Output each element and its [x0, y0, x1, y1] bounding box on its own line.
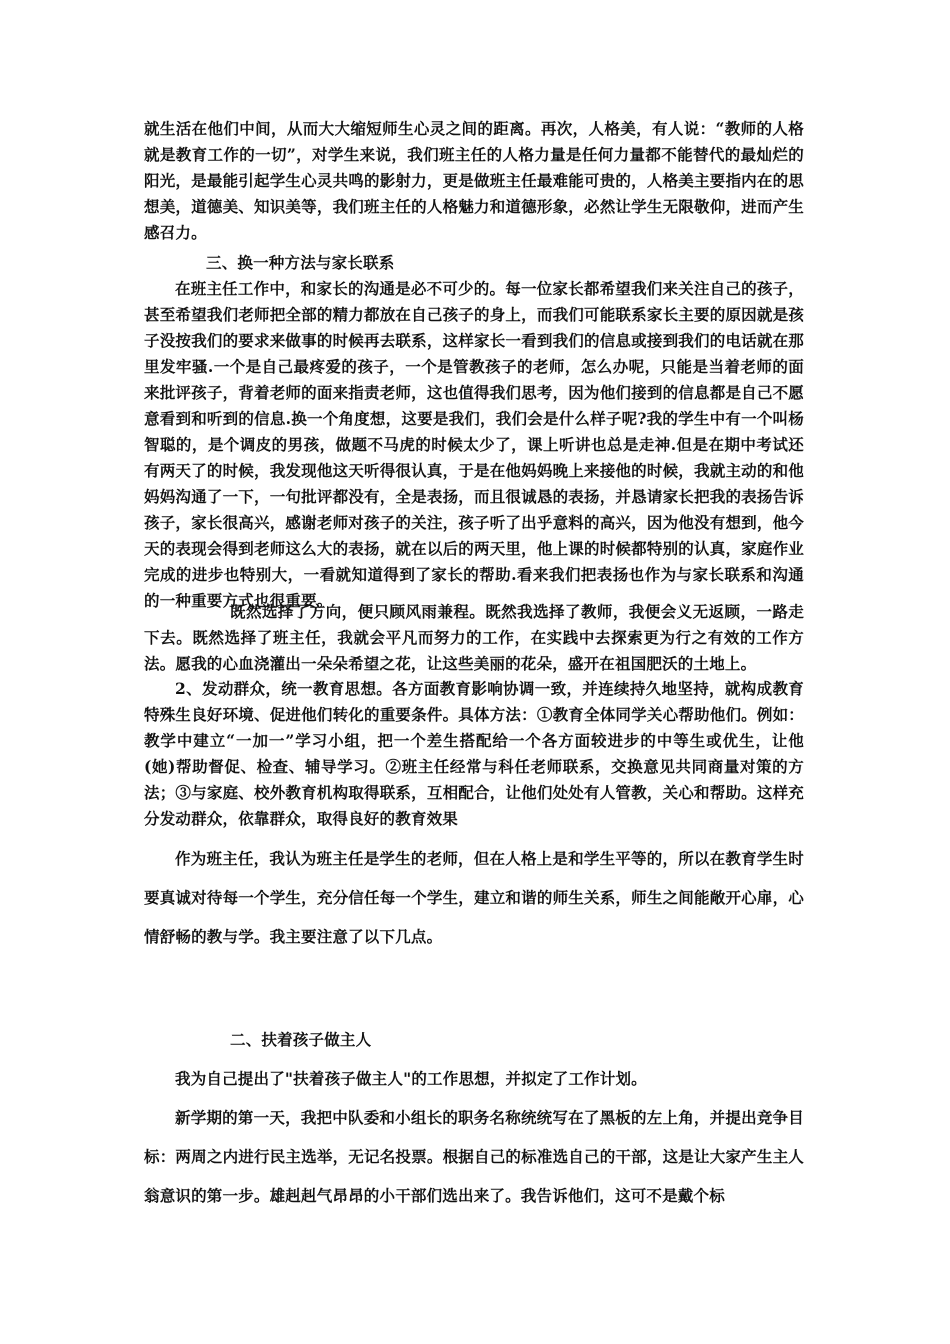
- paragraph-mobilize: 2、发动群众，统一教育思想。各方面教育影响协调一致，并连续持久地坚持，就构成教育特殊生良好环境、促进他们转化的重要条件。具体方法：①教育全体同学关心帮助他们。例如：教学中建立“一加一”学习小组，把一个差生搭配给一个各方面较进步的中等生或优生，让他(她)帮助督促、检查、辅导学习。②班主任经常与科任老师联系，交换意见共同商量对策的方法；③与家庭、校外教育机构取得联系，互相配合，让他们处处有人管教，关心和帮助。这样充分发动群众，依靠群众，取得良好的教育效果: [144, 679, 804, 828]
- paragraph-parent-communication: 在班主任工作中，和家长的沟通是必不可少的。每一位家长都希望我们来关注自己的孩子，甚至希望我们老师把全部的精力都放在自己孩子的身上，而我们可能联系家长主要的原因就是孩子没按我们的要求来做事的时候再去联系，这样家长一看到我们的信息或接到我们的电话就在那里发牢骚.一个是自己最疼爱的孩子，一个是管教孩子的老师，怎么办呢，只能是当着老师的面来批评孩子，背着老师的面来指责老师，这也值得我们思考，因为他们接到的信息都是自己不愿意看到和听到的信息.换一个角度想，这要是我们，我们会是什么样子呢?我的学生中有一个叫杨智聪的，是个调皮的男孩，做题不马虎的时候太少了，课上听讲也总是走神.但是在期中考试还有两天了的时候，我发现他这天听得很认真，于是在他妈妈晚上来接他的时候，我就主动的和他妈妈沟通了一下，一句批评都没有，全是表扬，而且很诚恳的表扬，并恳请家长把我的表扬告诉孩子，家长很高兴，感谢老师对孩子的关注，孩子听了出乎意料的高兴，因为他没有想到，他今天的表现会得到老师这么大的表扬，就在以后的两天里，他上课的时候都特别的认真，家庭作业完成的进步也特别大，一看就知道得到了家长的帮助.看来我们把表扬也作为与家长联系和沟通的一种重要方式也很重要。: [144, 279, 804, 610]
- section-heading-master: 二、扶着孩子做主人: [230, 1030, 372, 1049]
- paragraph-election: 新学期的第一天，我把中队委和小组长的职务名称统统写在了黑板的左上角，并提出竞争目标：两周之内进行民主选举，无记名投票。根据自己的标准选自己的干部，这是让大家产生主人翁意识的第一步。雄赳赳气昂昂的小干部们选出来了。我告诉他们，这可不是戴个标: [144, 1108, 804, 1205]
- paragraph-class-teacher: 作为班主任，我认为班主任是学生的老师，但在人格上是和学生平等的，所以在教育学生时要真诚对待每一个学生，充分信任每一个学生，建立和谐的师生关系，师生之间能敞开心扉，心情舒畅的教与学。我主要注意了以下几点。: [144, 849, 804, 946]
- paragraph-work-plan: 我为自己提出了"扶着孩子做主人"的工作思想，并拟定了工作计划。: [175, 1069, 647, 1088]
- paragraph-personality: 就生活在他们中间，从而大大缩短师生心灵之间的距离。再次，人格美，有人说：“教师的人格就是教育工作的一切”，对学生来说，我们班主任的人格力量是任何力量都不能替代的最灿烂的阳光，是最能引起学生心灵共鸣的影射力，更是做班主任最难能可贵的，人格美主要指内在的思想美，道德美、知识美等，我们班主任的人格魅力和道德形象，必然让学生无限敬仰，进而产生感召力。: [144, 119, 804, 242]
- paragraph-choice: 既然选择了方向，便只顾风雨兼程。既然我选择了教师，我便会义无返顾，一路走下去。既然选择了班主任，我就会平凡而努力的工作，在实践中去探索更为行之有效的工作方法。愿我的心血浇灌出一朵朵希望之花，让这些美丽的花朵，盛开在祖国肥沃的土地上。: [144, 602, 804, 673]
- section-heading-parents: 三、换一种方法与家长联系: [206, 253, 395, 272]
